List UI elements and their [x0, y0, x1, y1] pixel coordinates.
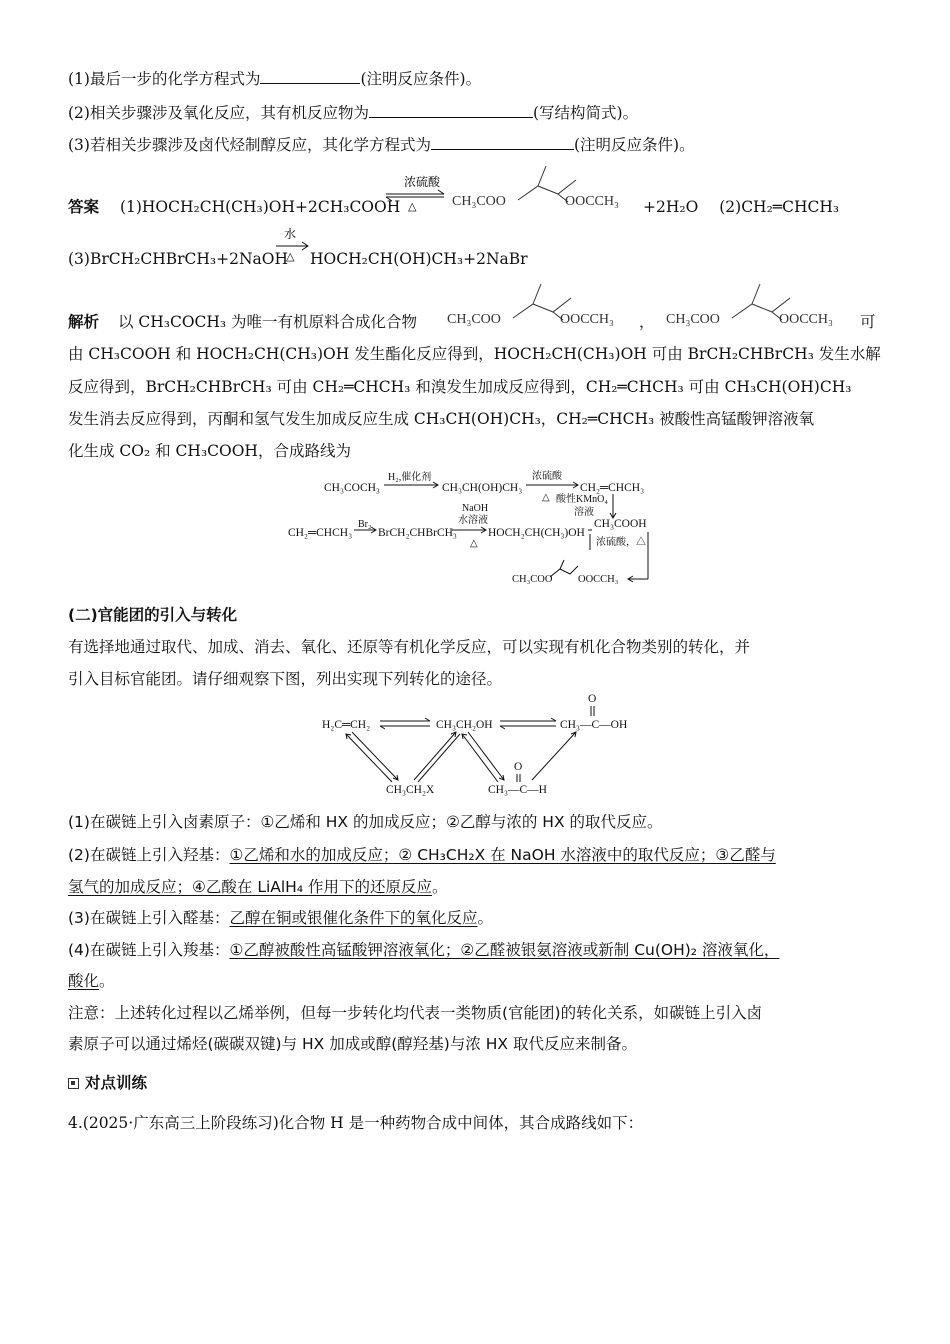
item-label: (4)在碳链上引入羧基：: [68, 941, 230, 959]
scheme-oxygen: O: [514, 761, 523, 773]
analysis-text: 由 CH₃COOH 和 HOCH₂CH(CH₃)OH 发生酯化反应得到，HOCH₂CH(CH₃)OH 可由 BrCH₂CHBrCH₃ 发生水解: [68, 345, 881, 363]
item-answer: ①乙烯和水的加成反应；② CH₃CH₂X 在 NaOH 水溶液中的取代反应；③乙醛与: [229, 846, 776, 864]
route-condition: △: [470, 538, 478, 549]
answer-line-3: [68, 248, 288, 270]
note-text: 素原子可以通过烯烃(碳碳双键)与 HX 加成或醇(醇羟基)与浓 HX 取代反应来制备。: [68, 1035, 637, 1053]
scheme-ethanol: CH₃CH₂OH: [436, 719, 493, 731]
conversion-item-3: [68, 907, 493, 929]
analysis-comma: ，: [639, 313, 655, 331]
route-condition: H₂,催化剂: [388, 472, 432, 483]
route-condition: NaOH: [462, 503, 489, 514]
question-4: 4.(2025·广东高三上阶段练习)化合物 H 是一种药物合成中间体，其合成路线如下：: [68, 1114, 644, 1132]
route-condition: 溶液: [574, 507, 594, 518]
reaction-arrow-hydrolysis: [274, 226, 314, 262]
route-compound: HOCH₂CH(CH₃)OH: [488, 527, 585, 539]
item-punct: 。: [99, 972, 115, 990]
item-punct: 。: [477, 909, 493, 927]
route-compound: CH₃CH(OH)CH₃: [442, 482, 523, 494]
analysis-text: 以 CH₃COCH₃ 为唯一有机原料合成化合物: [117, 313, 418, 331]
question-1-text: (1)最后一步的化学方程式为: [68, 70, 261, 88]
structure-left-group: CH₃COO: [666, 312, 720, 327]
question-1-note: (注明反应条件)。: [360, 70, 482, 88]
route-compound: BrCH₂CHBrCH₃: [378, 527, 457, 539]
analysis-text: 发生消去反应得到，丙酮和氢气发生加成反应生成 CH₃CH(OH)CH₃，CH₂═CHCH₃ 被酸性高锰酸钾溶液氧: [68, 410, 815, 428]
conversion-item-2-cont: [68, 876, 448, 898]
answer-blank: [431, 133, 574, 150]
section-paragraph: 引入目标官能团。请仔细观察下图，列出实现下列转化的途径。: [68, 670, 503, 688]
analysis-line-1: [68, 311, 417, 333]
diester-structure: [450, 162, 640, 212]
heat-symbol: △: [286, 251, 295, 262]
scheme-oxygen: O: [588, 693, 597, 705]
answer-1-reactants: (1)HOCH₂CH(CH₃)OH+2CH₃COOH: [119, 198, 401, 216]
condition-text: 浓硫酸: [404, 175, 441, 189]
note-text: 注意：上述转化过程以乙烯举例，但每一步转化均代表一类物质(官能团)的转化关系，如碳链上引入卤: [68, 1004, 763, 1022]
route-condition: Br₂: [358, 519, 372, 530]
item-answer: ①乙醇被酸性高锰酸钾溶液氧化；②乙醛被银氨溶液或新制 Cu(OH)₂ 溶液氧化，: [229, 941, 780, 959]
question-3-text: (3)若相关步骤涉及卤代烃制醇反应，其化学方程式为: [68, 136, 431, 154]
item-answer: 乙醇在铜或银催化条件下的氧化反应: [229, 909, 478, 927]
analysis-text: 化生成 CO₂ 和 CH₃COOH，合成路线为: [68, 442, 351, 460]
synthesis-route: [288, 466, 668, 590]
condition-text: 水: [284, 227, 297, 241]
analysis-text: 可: [860, 313, 876, 331]
section-marker-icon: [68, 1078, 79, 1089]
analysis-label: 解析: [68, 313, 100, 331]
route-condition: 浓硫酸: [532, 471, 562, 482]
answer-1-water: +2H₂O: [643, 198, 699, 216]
route-condition: 酸性KMnO₄: [556, 494, 608, 505]
section-paragraph: 有选择地通过取代、加成、消去、氧化、还原等有机化学反应，可以实现有机化合物类别的转化，并: [68, 638, 751, 656]
route-compound: CH₃COOH: [594, 518, 647, 530]
answer-blank: [369, 101, 533, 118]
answer-blank: [260, 67, 360, 84]
route-compound: OOCCH₃: [578, 574, 619, 585]
diester-structure: [664, 280, 854, 330]
structure-right-group: OOCCH₃: [565, 194, 619, 209]
question-2-text: (2)相关步骤涉及氧化反应，其有机反应物为: [68, 104, 369, 122]
structure-left-group: CH₃COO: [447, 312, 501, 327]
section-title: (二)官能团的引入与转化: [68, 606, 238, 624]
analysis-text: 反应得到，BrCH₂CHBrCH₃ 可由 CH₂═CHCH₃ 和溴发生加成反应得到，CH₂═CHCH₃ 可由 CH₃CH(OH)CH₃: [68, 378, 852, 396]
practice-header: [68, 1072, 147, 1094]
question-1: [68, 67, 481, 90]
conversion-item-4: [68, 939, 779, 961]
scheme-aldehyde: CH₃—C—H: [488, 784, 547, 796]
conversion-item-2: [68, 844, 776, 866]
item-answer: 氢气的加成反应；④乙酸在 LiAlH₄ 作用下的还原反应: [68, 878, 432, 896]
conversion-item-1: (1)在碳链上引入卤素原子：①乙烯和 HX 的加成反应；②乙醇与浓的 HX 的取代反应。: [68, 813, 663, 831]
structure-right-group: OOCCH₃: [779, 312, 833, 327]
item-answer: 酸化: [68, 972, 100, 990]
question-3-note: (注明反应条件)。: [573, 136, 695, 154]
route-compound: CH₃COO: [512, 574, 553, 585]
item-label: (3)在碳链上引入醛基：: [68, 909, 230, 927]
structure-left-group: CH₃COO: [452, 194, 506, 209]
item-label: (2)在碳链上引入羟基：: [68, 846, 230, 864]
functional-group-scheme: [318, 690, 638, 798]
item-punct: 。: [431, 878, 448, 896]
answer-label: 答案: [68, 198, 100, 216]
route-condition: △: [542, 492, 550, 503]
structure-right-group: OOCCH₃: [560, 312, 614, 327]
scheme-ethene: H₂C═CH₂: [322, 719, 371, 731]
practice-title: 对点训练: [85, 1074, 148, 1092]
heat-symbol: △: [408, 201, 417, 212]
route-compound: CH₃COCH₃: [324, 482, 380, 494]
route-compound: CH₂═CHCH₃: [288, 527, 353, 539]
answer-3-products: HOCH₂CH(OH)CH₃+2NaBr: [310, 250, 528, 268]
scheme-halide: CH₃CH₂X: [386, 784, 435, 796]
question-2: [68, 101, 638, 124]
answer-line-1-tail: [643, 196, 839, 218]
conversion-item-4-cont: [68, 970, 115, 992]
question-2-note: (写结构简式)。: [532, 104, 639, 122]
route-condition: 水溶液: [458, 515, 488, 526]
scheme-acid: CH₃—C—OH: [560, 719, 628, 731]
diester-structure: [445, 280, 635, 330]
route-condition: 浓硫酸，△: [596, 537, 646, 548]
route-compound: CH₂═CHCH₃: [580, 482, 645, 494]
question-3: [68, 133, 695, 156]
answer-3-reactants: (3)BrCH₂CHBrCH₃+2NaOH: [68, 250, 288, 268]
answer-2: (2)CH₂═CHCH₃: [719, 198, 840, 216]
answer-line-1: [68, 196, 400, 218]
